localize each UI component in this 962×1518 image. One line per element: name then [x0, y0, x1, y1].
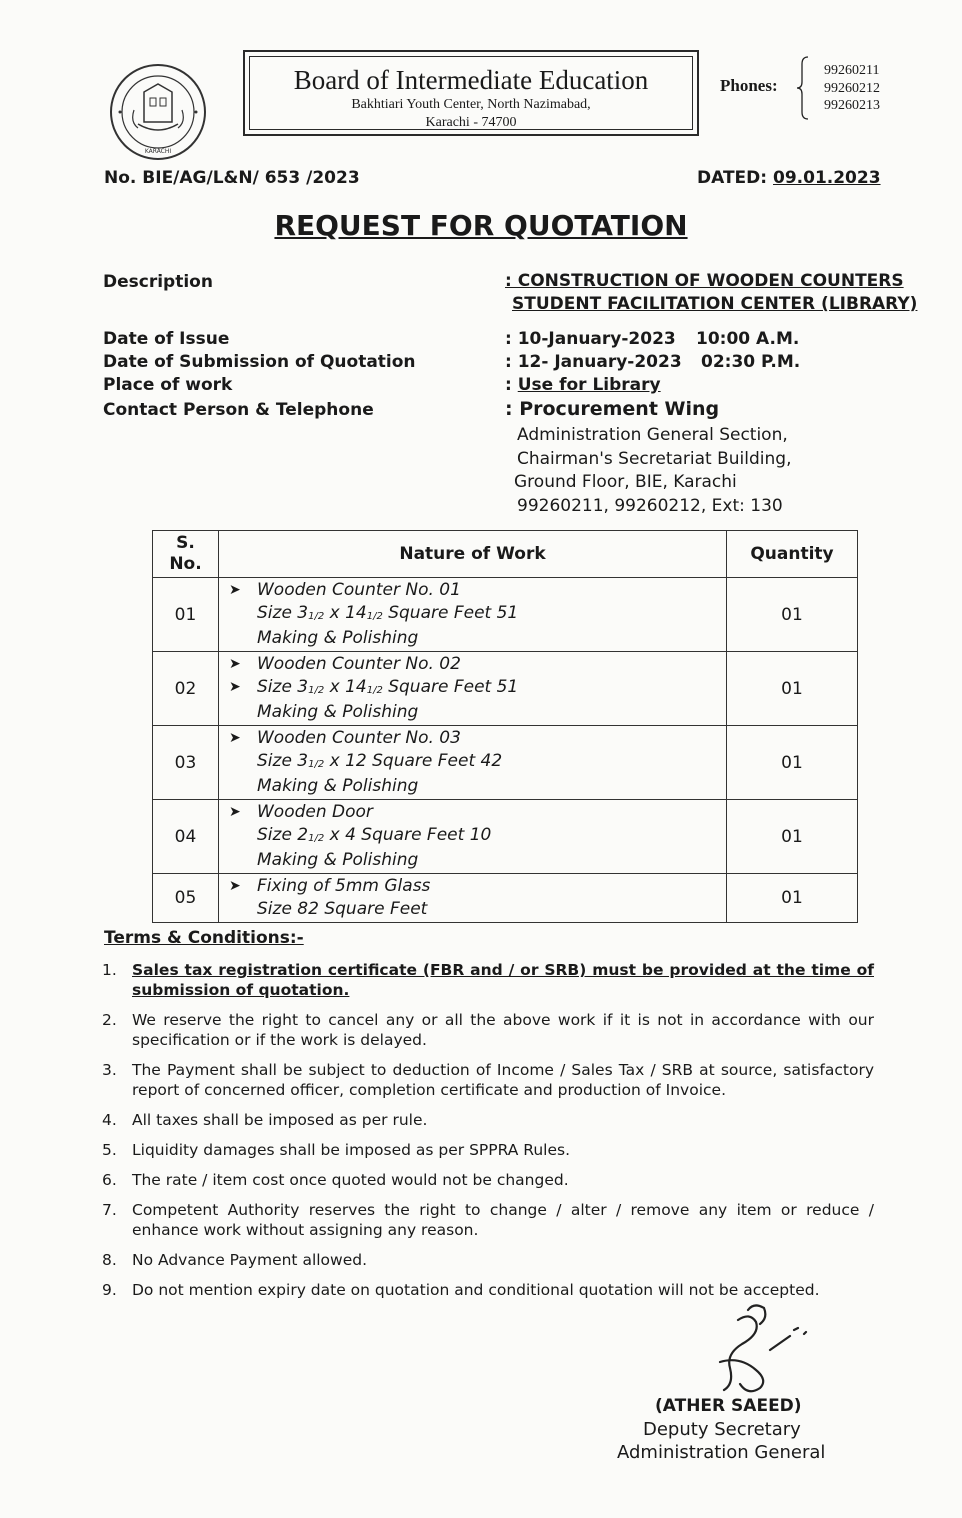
header-box [243, 50, 699, 136]
row-quantity: 01 [727, 652, 858, 726]
header-sno: S. No. [153, 531, 219, 578]
contact-address [514, 424, 792, 518]
contact-line: Administration General Section, [517, 425, 788, 445]
terms-list [102, 960, 874, 1310]
dated-value: 09.01.2023 [773, 168, 881, 188]
dated-label: DATED: [697, 168, 768, 188]
row-sno: 05 [153, 874, 219, 923]
reference-number: No. BIE/AG/L&N/ 653 /2023 [104, 168, 360, 188]
list-item: 8. No Advance Payment allowed. [102, 1251, 368, 1269]
list-item: 5. Liquidity damages shall be imposed as per SPPRA Rules. [102, 1141, 571, 1159]
description-line1: : CONSTRUCTION OF WOODEN COUNTERS [505, 271, 904, 291]
arrow-bullet-icon: ➤ [229, 878, 241, 894]
board-logo [108, 62, 208, 162]
org-name: Board of Intermediate Education [293, 65, 649, 95]
date-submission-time: 02:30 P.M. [701, 352, 801, 372]
org-address-line2: Karachi - 74700 [425, 115, 517, 130]
contact-line: 99260211, 99260212, Ext: 130 [517, 495, 783, 516]
contact-label: Contact Person & Telephone [103, 400, 374, 420]
date-issue-label: Date of Issue [103, 329, 230, 349]
row-nature: ➤ Wooden Door Size $2_{1/2}$ x 4 Square Feet 10 Making & Polishing [219, 800, 727, 874]
row-nature: ➤ Fixing of 5mm Glass Size 82 Square Feet [219, 874, 727, 923]
row-quantity: 01 [727, 800, 858, 874]
svg-text:KARACHI: KARACHI [144, 148, 172, 155]
row-sno: 01 [153, 578, 219, 652]
arrow-bullet-icon: ➤ [229, 582, 241, 598]
row-nature: ➤ Wooden Counter No. 01 Size $3_{1/2}$ x $14_{1/2}$ Square Feet 51 Making & Polishing [219, 578, 727, 652]
phone-number: 99260213 [824, 98, 880, 113]
place-label: Place of work [103, 375, 233, 395]
signatory-department: Administration General [617, 1442, 826, 1463]
signatory-title: Deputy Secretary [643, 1419, 801, 1440]
row-nature: ➤ Wooden Counter No. 03 Size $3_{1/2}$ x 12 Square Feet 42 Making & Polishing [219, 726, 727, 800]
table-row [153, 874, 858, 923]
arrow-bullet-icon: ➤ [229, 679, 241, 695]
table-row [153, 800, 858, 874]
description-label: Description [103, 272, 213, 292]
brace-icon [796, 56, 810, 120]
terms-title: Terms & Conditions:- [104, 928, 304, 948]
arrow-bullet-icon: ➤ [229, 730, 241, 746]
row-quantity: 01 [727, 726, 858, 800]
phone-numbers [824, 62, 880, 115]
date-issue-value: : 10-January-2023 [505, 329, 676, 349]
table-row [153, 726, 858, 800]
description-line2: STUDENT FACILITATION CENTER (LIBRARY) [512, 294, 918, 314]
list-item: 2. We reserve the right to cancel any or all the above work if it is not in accordance with our specification or if the work is delayed. [102, 1011, 874, 1049]
phone-number: 99260211 [824, 63, 880, 78]
row-sno: 02 [153, 652, 219, 726]
list-item: 3. The Payment shall be subject to deduction of Income / Sales Tax / SRB at source, satisfactory report of concerned officer, completion certificate and production of Invoice. [102, 1061, 874, 1099]
signatory-name: (ATHER SAEED) [655, 1396, 802, 1416]
table-header-row [153, 531, 858, 578]
row-sno: 04 [153, 800, 219, 874]
org-address-line1: Bakhtiari Youth Center, North Nazimabad, [351, 97, 591, 112]
phones-label: Phones: [720, 76, 778, 95]
date-submission-label: Date of Submission of Quotation [103, 352, 416, 372]
row-sno: 03 [153, 726, 219, 800]
place-value: : Use for Library [505, 375, 661, 395]
arrow-bullet-icon: ➤ [229, 656, 241, 672]
date-submission-value: : 12- January-2023 [505, 352, 682, 372]
contact-value: : Procurement Wing [505, 398, 720, 420]
contact-line: Ground Floor, BIE, Karachi [514, 472, 737, 492]
row-nature: ➤ Wooden Counter No. 02 ➤ Size $3_{1/2}$ x $14_{1/2}$ Square Feet 51 Making & Polishing [219, 652, 727, 726]
table-row [153, 578, 858, 652]
work-table [152, 530, 858, 923]
date-issue-time: 10:00 A.M. [696, 329, 800, 349]
list-item: 7. Competent Authority reserves the right to change / alter / remove any item or reduce / enhance work without assigning any reason. [102, 1201, 874, 1239]
arrow-bullet-icon: ➤ [229, 804, 241, 820]
row-quantity: 01 [727, 874, 858, 923]
phone-number: 99260212 [824, 80, 880, 96]
page-title: REQUEST FOR QUOTATION [274, 209, 688, 242]
signature-scribble [690, 1300, 820, 1400]
list-item: 6. The rate / item cost once quoted would not be changed. [102, 1171, 569, 1189]
table-row [153, 652, 858, 726]
row-quantity: 01 [727, 578, 858, 652]
header-quantity: Quantity [727, 531, 858, 578]
contact-line: Chairman's Secretariat Building, [517, 448, 792, 469]
dated [697, 168, 881, 188]
list-item: 9. Do not mention expiry date on quotation and conditional quotation will not be accepted. [102, 1281, 820, 1299]
list-item: 4. All taxes shall be imposed as per rule. [102, 1111, 428, 1129]
header-nature: Nature of Work [219, 531, 727, 578]
list-item: 1. Sales tax registration certificate (FBR and / or SRB) must be provided at the time of submission of quotation. [102, 961, 874, 999]
